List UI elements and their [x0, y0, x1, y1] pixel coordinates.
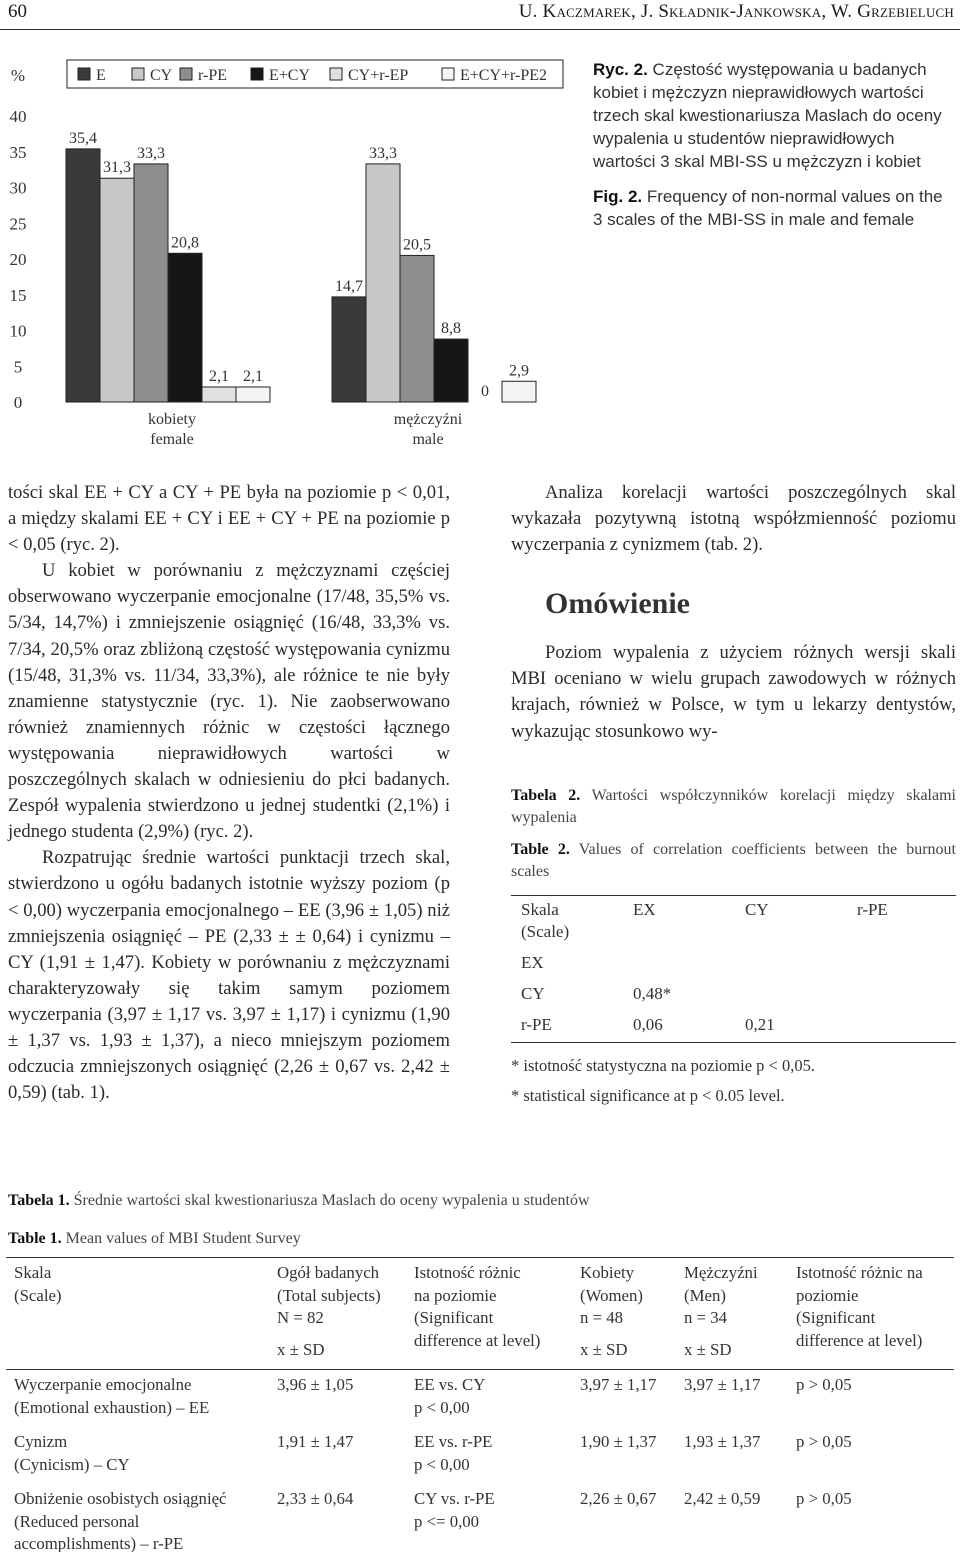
- bar-value-label: 20,8: [171, 234, 199, 252]
- chart-group-labels: [148, 411, 463, 448]
- bar-value-label: 31,3: [103, 159, 131, 177]
- right-paragraph-1: Analiza korelacji wartości poszczególnych skal wykazała pozytywną istotną współzmienność poziomu wyczerpania z cynizmem (tab. 2).: [511, 482, 956, 556]
- bar-value-label: 20,5: [403, 236, 431, 254]
- table1-cell: 3,97 ± 1,17: [684, 1375, 761, 1394]
- left-paragraph-2: U kobiet w porównaniu z mężczyznami częściej obserwowano wyczerpanie emocjonalne (17/48, 35,5% vs. 5/34, 14,7%) i zmniejszenie osiągnięć (16/48, 33,3% vs. 7/34, 20,5% oraz zbliżoną częstość występowania cynizmu (15/48, 31,3% vs. 11/34, 33,3%), ale różnice te nie były znamienne statystycznie (ryc. 1). Nie zaobserwowano również znamiennych różnic w częstości łącznego występowania nieprawidłowych wartości w poszczególnych skalach w odniesieniu do płci badanych. Zespół wypalenia stwierdzono u jednej studentki (2,1%) i jednego studenta (2,9%) (ryc. 2).: [8, 560, 450, 843]
- table1-head-line: (Men): [684, 1285, 726, 1305]
- table1-scale-line: Wyczerpanie emocjonalne: [14, 1375, 192, 1394]
- table1-head-sig2: [788, 1258, 954, 1370]
- table2-cell: [847, 1011, 956, 1043]
- table1-head-line: na poziomie: [414, 1285, 497, 1305]
- left-column: [8, 480, 450, 1106]
- bar-CY-female: [100, 178, 134, 402]
- table1-scale-line: Obniżenie osobistych osiągnięć: [14, 1489, 227, 1508]
- legend-swatch: [132, 68, 144, 80]
- y-tick-label: 40: [9, 107, 27, 126]
- table2-caption-en-text: Values of correlation coefficients between the burnout scales: [511, 840, 956, 880]
- chart-svg: [0, 52, 590, 452]
- table1-head-line: (Significant: [414, 1308, 494, 1327]
- table1-cell: p > 0,05: [796, 1432, 852, 1451]
- y-tick-label: 10: [9, 321, 27, 341]
- y-axis: [10, 66, 27, 412]
- caption-pl-text: Częstość występowania u badanych kobiet i mężczyzn nieprawidłowych wartości trzech skal kwestionariusza Maslach do oceny wypalenia u studentów nieprawidłowych wartości 3 skal MBI-SS u mężczyzn i kobiet: [593, 60, 942, 171]
- table2-footnote-pl: * istotność statystyczna na poziomie p < 0,05.: [511, 1055, 815, 1075]
- figure-caption: [593, 58, 953, 243]
- caption-pl: [593, 58, 953, 173]
- table1-head-scale: [6, 1258, 269, 1370]
- legend-swatch: [442, 68, 454, 80]
- y-tick-label: 5: [13, 357, 23, 377]
- table1-head-men: [676, 1258, 788, 1370]
- table1-head-total: [269, 1258, 406, 1370]
- table1-sig-line: p <= 0,00: [414, 1511, 480, 1531]
- table1-caption-pl-text: Średnie wartości skal kwestionariusza Maslach do oceny wypalenia u studentów: [73, 1192, 590, 1209]
- table1-head-line: Ogół badanych: [277, 1263, 380, 1282]
- table1-cell: 2,33 ± 0,64: [269, 1484, 406, 1552]
- bar-value-label: 2,9: [509, 362, 529, 380]
- legend-label: r-PE: [198, 67, 228, 84]
- table1-sig-line: EE vs. CY: [414, 1375, 486, 1394]
- table1-head-line: difference at level): [796, 1330, 923, 1350]
- table2-cell: [847, 949, 956, 980]
- table1-head-line: Istotność różnic na: [796, 1263, 923, 1282]
- table2-caption-pl-label: Tabela 2.: [511, 786, 581, 804]
- table1-cell-scale: [6, 1484, 269, 1552]
- group-label-pl: kobiety: [148, 411, 196, 428]
- table1-cell: 1,90 ± 1,37: [580, 1432, 657, 1451]
- table1-caption-en-label: Table 1.: [8, 1230, 62, 1247]
- table-row: [6, 1427, 954, 1484]
- table1-cell-sig: [406, 1484, 572, 1552]
- caption-en: [593, 185, 953, 231]
- table1-head-line: (Significant: [796, 1308, 876, 1327]
- y-tick-label: 30: [9, 178, 27, 198]
- bar-chart-fig2: [0, 52, 590, 452]
- table1-head-line: n = 48: [580, 1308, 624, 1327]
- legend-swatch: [78, 68, 90, 80]
- table1-cell: 2,26 ± 0,67: [572, 1484, 676, 1552]
- table1-scale-line: (Reduced personal: [14, 1511, 140, 1531]
- table1-cell: p > 0,05: [788, 1484, 954, 1552]
- table2-cell: EX: [521, 952, 544, 972]
- table2-head-rpe: r-PE: [847, 895, 956, 949]
- table1: [6, 1257, 954, 1552]
- table1-head-line: (Total subjects): [277, 1285, 381, 1305]
- table-row: [511, 980, 956, 1011]
- group-label-en: male: [412, 431, 444, 448]
- table2-cell: [623, 949, 735, 980]
- bar-value-label: 33,3: [137, 144, 165, 162]
- bar-E-female: [66, 149, 100, 402]
- page-header: [0, 0, 960, 30]
- table1-sig-line: EE vs. r-PE: [414, 1432, 493, 1451]
- running-authors: U. Kaczmarek, J. Składnik-Jankowska, W. Grzebieluch: [518, 1, 954, 22]
- table1-head-line: (Women): [580, 1285, 643, 1305]
- table1-cell: p > 0,05: [796, 1375, 852, 1394]
- bar-E+CY-male: [434, 339, 468, 402]
- table1-head-line: N = 82: [277, 1308, 324, 1327]
- table1-cell: 1,93 ± 1,37: [684, 1432, 761, 1451]
- bar-E+CY+r-PE2-male: [502, 381, 536, 402]
- table2-cell: r-PE: [511, 1011, 623, 1043]
- y-tick-label: 15: [9, 285, 27, 305]
- table1-caption-pl-label: Tabela 1.: [8, 1192, 70, 1209]
- bar-CY+r-EP-female: [202, 387, 236, 402]
- table1-head-line: difference at level): [414, 1330, 541, 1350]
- bar-r-PE-female: [134, 164, 168, 402]
- bar-value-label: 0: [481, 383, 489, 400]
- table2: [511, 895, 956, 1043]
- table1-head-line: Mężczyźni: [684, 1263, 758, 1282]
- bar-CY-male: [366, 164, 400, 402]
- table1-head-line: x ± SD: [684, 1339, 732, 1359]
- table1-header-row: [6, 1258, 954, 1370]
- table1-sig-line: p < 0,00: [414, 1397, 470, 1417]
- legend-label: E: [96, 67, 106, 84]
- chart-legend: [67, 60, 563, 88]
- table2-cell: [735, 949, 847, 980]
- table2-cell: 0,48*: [633, 983, 672, 1003]
- right-column: [511, 480, 956, 1107]
- group-label-en: female: [150, 431, 194, 448]
- table1-head-line: poziomie: [796, 1285, 859, 1305]
- bar-r-PE-male: [400, 255, 434, 402]
- table1-head-line: n = 34: [684, 1308, 728, 1327]
- table1-head-women: [572, 1258, 676, 1370]
- table1-head-sig1: [406, 1258, 572, 1370]
- table1-head-line: Istotność różnic: [414, 1263, 521, 1282]
- table1-sig-line: CY vs. r-PE: [414, 1489, 495, 1508]
- table1-caption: [8, 1188, 948, 1251]
- table2-head-cy: CY: [735, 895, 847, 949]
- caption-pl-label: Ryc. 2.: [593, 60, 648, 79]
- table2-cell: 0,21: [735, 1011, 847, 1043]
- table2-footnote-en: * statistical significance at p < 0.05 level.: [511, 1085, 785, 1105]
- left-paragraph-1: tości skal EE + CY a CY + PE była na poziomie p < 0,01, a między skalami EE + CY i EE + CY + PE na poziomie p < 0,05 (ryc. 2).: [8, 482, 450, 556]
- table2-head-scale-pl: Skala: [521, 899, 559, 919]
- table1-cell-sig: [406, 1427, 572, 1484]
- table1-cell: 1,91 ± 1,47: [277, 1432, 354, 1451]
- caption-en-text: Frequency of non-normal values on the 3 scales of the MBI-SS in male and female: [593, 187, 943, 229]
- table1-head-line: x ± SD: [277, 1339, 325, 1359]
- table1-scale-line: (Emotional exhaustion) – EE: [14, 1397, 210, 1417]
- table1-caption-pl: [8, 1188, 948, 1213]
- table2-head-scale: [511, 895, 623, 949]
- table2-head-ex: EX: [623, 895, 735, 949]
- table-row: [6, 1370, 954, 1428]
- table1-caption-en: [8, 1226, 948, 1251]
- table2-caption-en: [511, 839, 956, 883]
- y-tick-label: 20: [9, 250, 27, 269]
- table1-sig-line: p < 0,00: [414, 1454, 470, 1474]
- table1-cell: 3,97 ± 1,17: [580, 1375, 657, 1394]
- table2-caption-pl-text: Wartości współczynników korelacji między skalami wypalenia: [511, 786, 956, 826]
- bar-value-label: 14,7: [335, 277, 363, 295]
- bar-value-label: 2,1: [243, 367, 263, 385]
- table-row: [511, 949, 956, 980]
- table1-cell-scale: [6, 1370, 269, 1428]
- table2-cell: CY: [521, 983, 545, 1003]
- legend-label: CY: [150, 67, 173, 84]
- table1-scale-line: Cynizm: [14, 1432, 68, 1451]
- legend-label: E+CY: [269, 67, 311, 84]
- y-tick-label: 0: [13, 393, 23, 412]
- bar-E-male: [332, 297, 366, 402]
- legend-label: E+CY+r-PE2: [460, 67, 548, 84]
- left-paragraph-3: Rozpatrując średnie wartości punktacji trzech skal, stwierdzono u ogółu badanych istotnie wyższy poziom (p < 0,00) wyczerpania emocjonalnego – EE (3,96 ± 1,05) niż zmniejszenia osiągnięć – PE (2,33 ± ± 0,64) i cynizmu – CY (1,91 ± 1,47). Kobiety w porównaniu z mężczyznami charakteryzowały się takim samym poziomem wyczerpania (3,97 ± 1,17 vs. 3,97 ± 1,17) i cynizmu (1,90 ± 1,37 vs. 1,93 ± 1,37), a nieco mniejszym poziomem odczucia zmniejszonych osiągnięć (2,26 ± 0,67 vs. 2,42 ± 0,59) (tab. 1).: [8, 847, 450, 1104]
- table1-head-line: x ± SD: [580, 1339, 628, 1359]
- section-heading: Omówienie: [545, 587, 690, 621]
- bar-E+CY-female: [168, 253, 202, 402]
- legend-swatch: [251, 68, 263, 80]
- legend-swatch: [330, 68, 342, 80]
- table2-caption-en-label: Table 2.: [511, 840, 570, 858]
- table1-caption-en-text: Mean values of MBI Student Survey: [65, 1230, 301, 1247]
- y-tick-label: 35: [9, 142, 27, 162]
- table1-cell-scale: [6, 1427, 269, 1484]
- table1-scale-line: (Cynicism) – CY: [14, 1454, 130, 1474]
- table2-cell: 0,06: [623, 1011, 735, 1043]
- right-paragraph-2: Poziom wypalenia z użyciem różnych wersji skali MBI oceniano w wielu grupach zawodowych w różnych krajach, również w Polsce, w tym u lekarzy dentystów, wykazując stosunkowo wy-: [511, 642, 956, 742]
- table1-head-line: Kobiety: [580, 1263, 635, 1282]
- table1-head-line: (Scale): [14, 1285, 62, 1305]
- table1-head-line: Skala: [14, 1263, 52, 1282]
- table1-scale-line: accomplishments) – r-PE: [14, 1534, 184, 1552]
- chart-bars: [66, 149, 536, 402]
- table2-header-row: [511, 895, 956, 949]
- table2-cell: [735, 980, 847, 1011]
- table1-cell-sig: [406, 1370, 572, 1428]
- y-tick-label: 25: [9, 214, 27, 234]
- page-number: 60: [8, 1, 27, 22]
- table2-head-scale-en: (Scale): [521, 921, 570, 941]
- legend-swatch: [180, 68, 192, 80]
- table1-cell: 3,96 ± 1,05: [277, 1375, 354, 1394]
- bar-E+CY+r-PE2-female: [236, 387, 270, 402]
- table-row: [6, 1484, 954, 1552]
- group-label-pl: mężczyźni: [393, 411, 463, 428]
- bar-value-label: 2,1: [209, 367, 229, 385]
- table1-cell: 2,42 ± 0,59: [676, 1484, 788, 1552]
- bar-value-label: 35,4: [69, 129, 97, 147]
- caption-en-label: Fig. 2.: [593, 187, 643, 206]
- y-axis-label: %: [10, 66, 26, 85]
- bar-value-label: 8,8: [441, 320, 461, 338]
- bar-value-label: 33,3: [369, 144, 397, 162]
- table2-caption-pl: [511, 785, 956, 829]
- table-row: [511, 1011, 956, 1043]
- table2-cell: [847, 980, 956, 1011]
- legend-label: CY+r-EP: [348, 67, 409, 84]
